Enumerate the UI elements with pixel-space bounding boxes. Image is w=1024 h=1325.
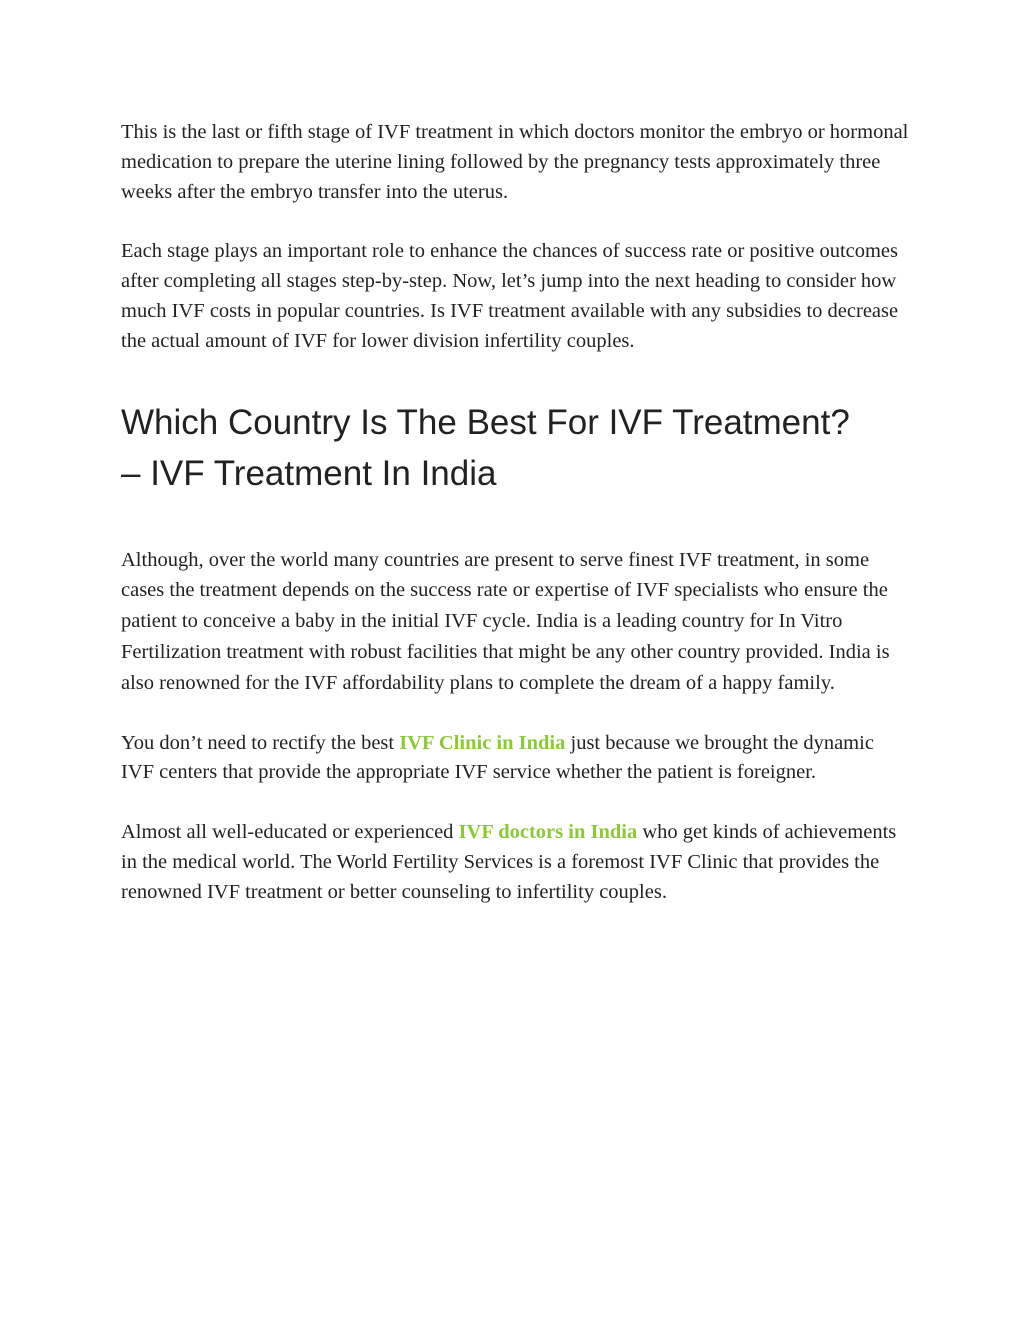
- paragraph-clinic: [121, 729, 911, 789]
- ivf-clinic-in-india-link[interactable]: IVF Clinic in India: [399, 731, 566, 754]
- article-body: [121, 118, 911, 908]
- paragraph-doctors: [121, 818, 911, 907]
- heading-line-1: Which Country Is The Best For IVF Treatment?: [121, 402, 850, 442]
- section-heading: [121, 397, 911, 499]
- heading-line-2: – IVF Treatment In India: [121, 453, 497, 493]
- paragraph-although: Although, over the world many countries are present to serve finest IVF treatment, in some cases the treatment depends on the success rate or expertise of IVF specialists who ensure the patient to conceive a baby in the initial IVF cycle. India is a leading country for In Vitro Fertilization treatment with robust facilities that might be any other country provided. India is also renowned for the IVF affordability plans to complete the dream of a happy family.: [121, 548, 890, 694]
- paragraph-fifth-stage: This is the last or fifth stage of IVF treatment in which doctors monitor the embryo or hormonal medication to prepare the uterine lining followed by the pregnancy tests approximately three weeks after the embryo transfer into the uterus.: [121, 121, 909, 203]
- paragraph-doctors-text-after: who get kinds of achievements in the medical world. The World Fertility Services is a foremost IVF Clinic that provides the renowned IVF treatment or better counseling to infertility couples.: [121, 821, 897, 903]
- paragraph-clinic-text-after: just because we brought the dynamic IVF centers that provide the appropriate IVF service whether the patient is foreigner.: [121, 731, 874, 784]
- paragraph-each-stage: Each stage plays an important role to enhance the chances of success rate or positive outcomes after completing all stages step-by-step. Now, let’s jump into the next heading to consider how much IVF costs in popular countries. Is IVF treatment available with any subsidies to decrease the actual amount of IVF for lower division infertility couples.: [121, 240, 899, 352]
- ivf-doctors-in-india-link[interactable]: IVF doctors in India: [458, 821, 638, 844]
- paragraph-clinic-text-before: You don’t need to rectify the best: [121, 731, 400, 754]
- paragraph-doctors-text-before: Almost all well-educated or experienced: [121, 821, 459, 844]
